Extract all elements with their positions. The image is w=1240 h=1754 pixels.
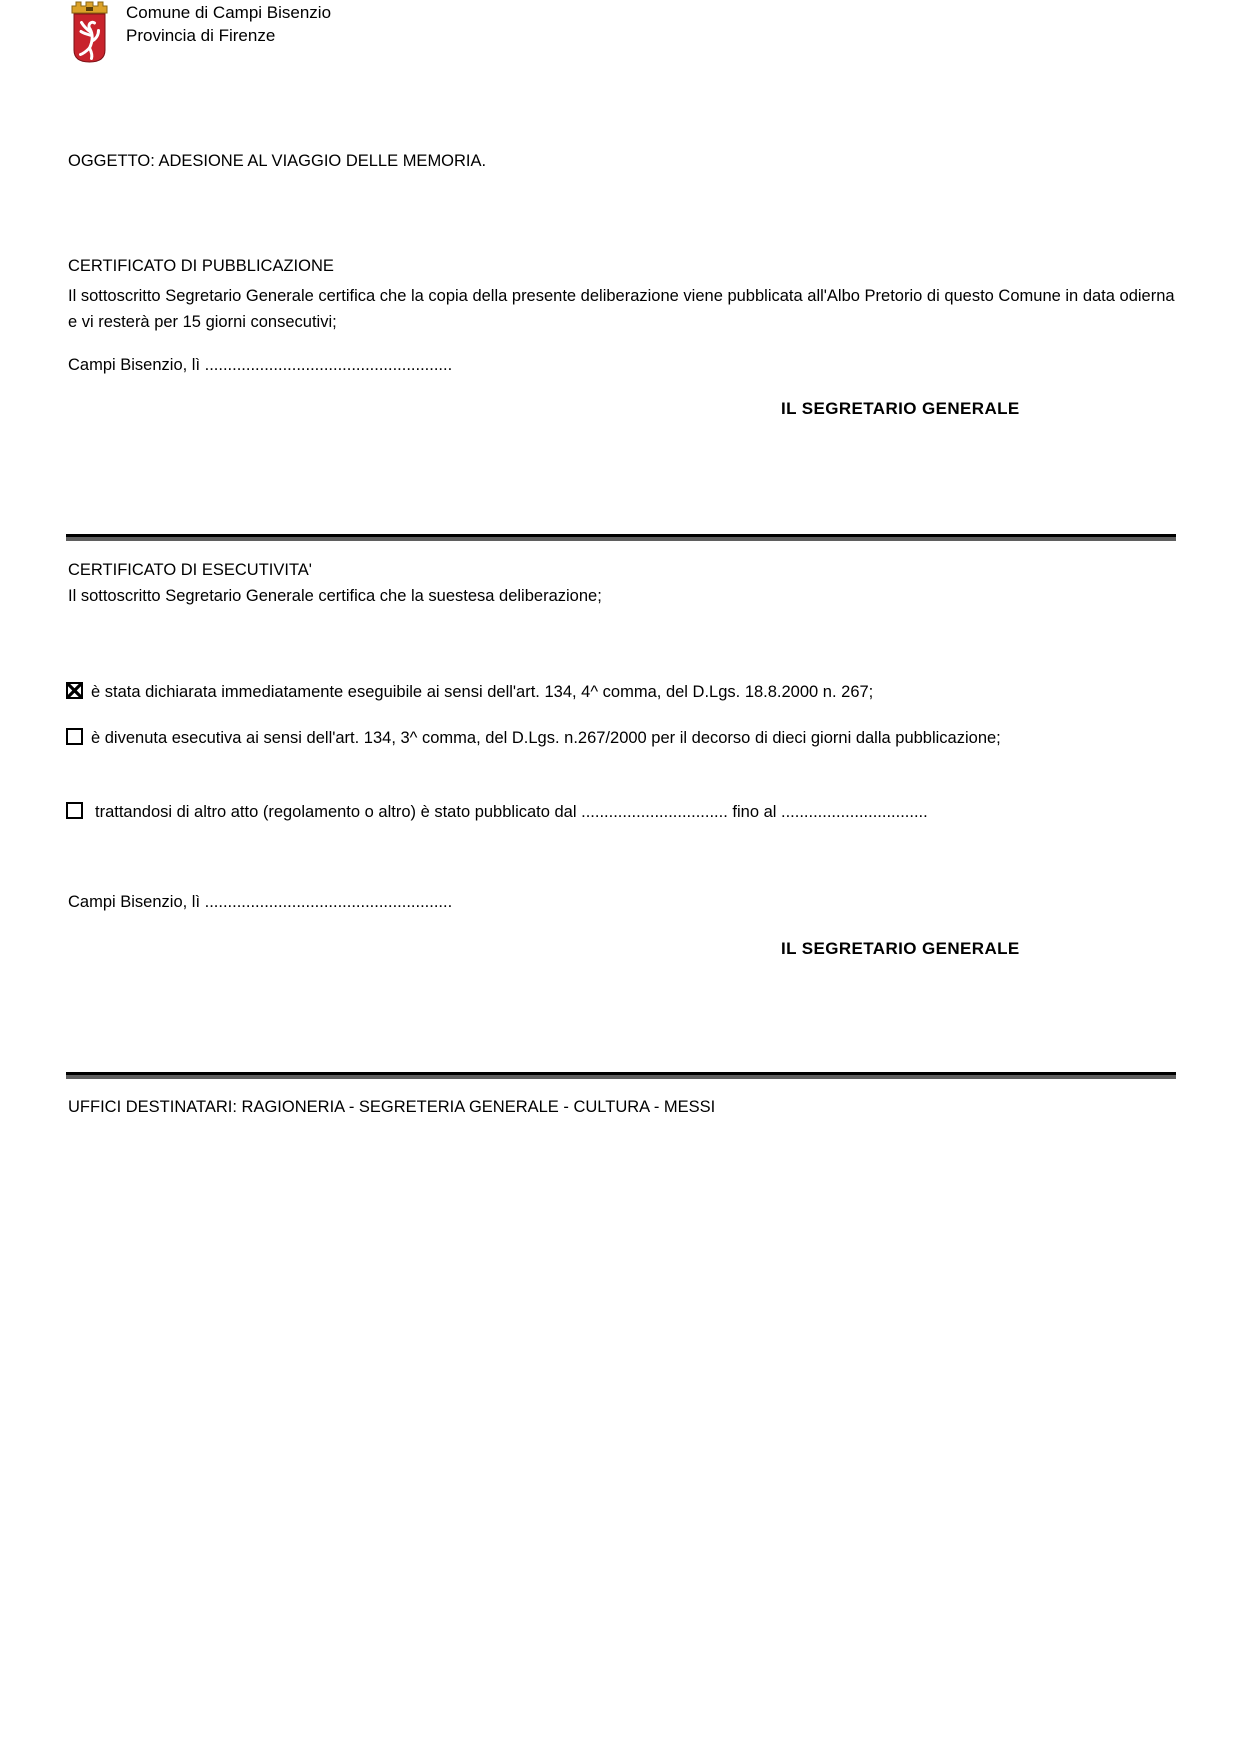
- publication-certificate-title: CERTIFICATO DI PUBBLICAZIONE: [68, 257, 334, 275]
- executivity-option-label: è stata dichiarata immediatamente eseguibile ai sensi dell'art. 134, 4^ comma, del D.Lgs. 18.8.2000 n. 267;: [91, 683, 874, 701]
- org-province: Provincia di Firenze: [126, 26, 276, 45]
- executivity-option-label: è divenuta esecutiva ai sensi dell'art. 134, 3^ comma, del D.Lgs. n.267/2000 per il decorso di dieci giorni dalla pubblicazione;: [91, 729, 1001, 747]
- org-block: [126, 0, 331, 47]
- executivity-option-row: [66, 799, 1178, 825]
- section-divider: [66, 1072, 1176, 1079]
- destination-offices-line: UFFICI DESTINATARI: RAGIONERIA - SEGRETERIA GENERALE - CULTURA - MESSI: [68, 1098, 716, 1116]
- executivity-option-row: [66, 679, 1178, 705]
- executivity-option-label: trattandosi di altro atto (regolamento o altro) è stato pubblicato dal ................................ fino al ................................: [95, 803, 928, 821]
- executivity-option-row: [66, 725, 1178, 751]
- checkbox-checked-icon: [66, 682, 83, 699]
- section-divider: [66, 534, 1176, 541]
- executivity-place-date-line: Campi Bisenzio, lì ......................................................: [68, 893, 453, 911]
- executivity-certificate-title: CERTIFICATO DI ESECUTIVITA': [68, 561, 312, 579]
- executivity-certificate-intro: Il sottoscritto Segretario Generale certifica che la suestesa deliberazione;: [68, 587, 602, 605]
- document-header: [66, 0, 331, 63]
- publication-signature-title: IL SEGRETARIO GENERALE: [781, 399, 1020, 418]
- checkbox-unchecked-icon: [66, 802, 83, 819]
- publication-certificate-body: Il sottoscritto Segretario Generale certifica che la copia della presente deliberazione viene pubblicata all'Albo Pretorio di questo Comune in data odierna e vi resterà per 15 giorni consecutivi;: [68, 287, 1175, 331]
- subject-line: OGGETTO: ADESIONE AL VIAGGIO DELLE MEMORIA.: [68, 152, 487, 170]
- municipal-crest-icon: [66, 0, 113, 63]
- checkbox-unchecked-icon: [66, 728, 83, 745]
- org-name: Comune di Campi Bisenzio: [126, 3, 332, 22]
- executivity-signature-title: IL SEGRETARIO GENERALE: [781, 939, 1020, 958]
- publication-place-date-line: Campi Bisenzio, lì ......................................................: [68, 356, 453, 374]
